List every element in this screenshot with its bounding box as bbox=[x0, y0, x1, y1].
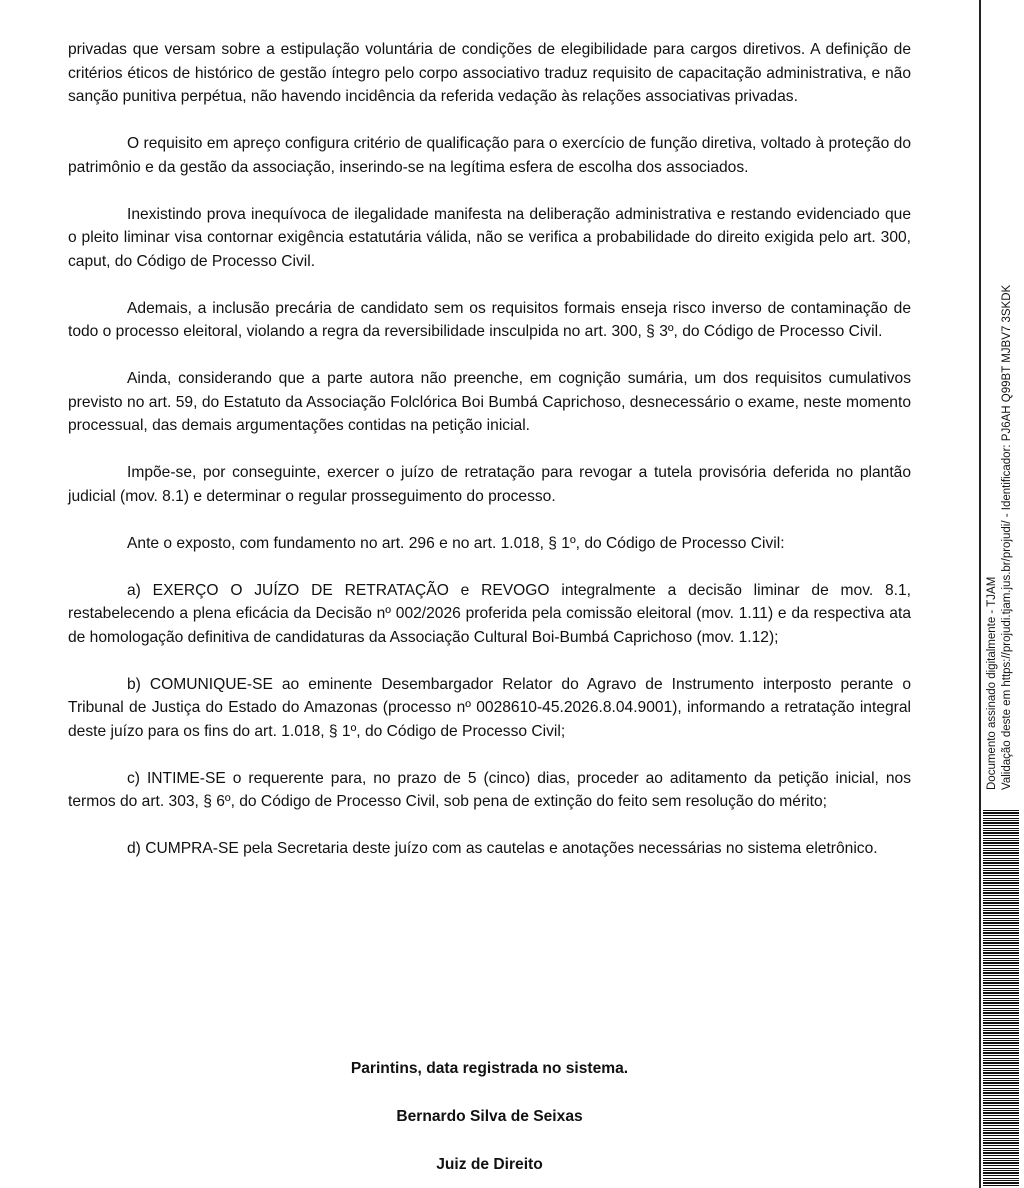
paragraph-4: Ademais, a inclusão precária de candidato sem os requisitos formais enseja risco inverso de contaminação de todo o processo eleitoral, violando a regra da reversibilidade insculpida no art. 300, § 3º, do Código de Processo Civil. bbox=[68, 299, 911, 340]
paragraph-7: Ante o exposto, com fundamento no art. 296 e no art. 1.018, § 1º, do Código de Processo Civil: bbox=[127, 534, 785, 552]
signature-title: Juiz de Direito bbox=[436, 1156, 543, 1173]
paragraph-5: Ainda, considerando que a parte autora não preenche, em cognição sumária, um dos requisitos cumulativos previsto no art. 59, do Estatuto da Associação Folclórica Boi Bumbá Caprichoso, desnecessário o exame, neste momento processual, das demais argumentações contidas na petição inicial. bbox=[68, 370, 911, 434]
digital-signature-note: Documento assinado digitalmente - TJAM bbox=[986, 576, 998, 790]
signature-place-date: Parintins, data registrada no sistema. bbox=[350, 1060, 629, 1077]
paragraph-item-a: a) EXERÇO O JUÍZO DE RETRATAÇÃO e REVOGO integralmente a decisão liminar de mov. 8.1, restabelecendo a plena eficácia da Decisão nº 002/2026 proferida pela comissão eleitoral (mov. 1.11) e da respectiva ata de homologação definitiva de candidaturas da Associação Cultural Boi-Bumbá Caprichoso (mov. 1.12); bbox=[68, 581, 911, 646]
paragraph-2: O requisito em apreço configura critério de qualificação para o exercício de função diretiva, voltado à proteção do patrimônio e da gestão da associação, inserindo-se na legítima esfera de escolha dos associados. bbox=[68, 135, 911, 176]
paragraph-item-b: b) COMUNIQUE-SE ao eminente Desembargador Relator do Agravo de Instrumento interposto perante o Tribunal de Justiça do Estado do Amazonas (processo nº 0028610-45.2026.8.04.9001), informando a retratação integral deste juízo para os fins do art. 1.018, § 1º, do Código de Processo Civil; bbox=[68, 675, 911, 740]
paragraph-item-c: c) INTIME-SE o requerente para, no prazo de 5 (cinco) dias, proceder ao aditamento da petição inicial, nos termos do art. 303, § 6º, do Código de Processo Civil, sob pena de extinção do feito sem resolução do mérito; bbox=[68, 769, 911, 810]
barcode-icon bbox=[983, 810, 1019, 1186]
paragraph-1: privadas que versam sobre a estipulação voluntária de condições de elegibilidade para cargos diretivos. A definição de critérios éticos de histórico de gestão íntegro pelo corpo associativo traduz requisito de capacitação administrativa, e não sanção punitiva perpétua, não havendo incidência da referida vedação às relações associativas privadas. bbox=[68, 41, 911, 105]
paragraph-item-d: d) CUMPRA-SE pela Secretaria deste juízo com as cautelas e anotações necessárias no sistema eletrônico. bbox=[127, 840, 878, 857]
document-body bbox=[68, 38, 911, 884]
paragraph-6: Impõe-se, por conseguinte, exercer o juízo de retratação para revogar a tutela provisória deferida no plantão judicial (mov. 8.1) e determinar o regular prosseguimento do processo. bbox=[68, 464, 911, 505]
validation-note: Validação deste em https://projudi.tjam.jus.br/projudi/ - Identificador: PJ6AH Q99BT MJBV7 3SKDK bbox=[1001, 284, 1013, 790]
paragraph-3: Inexistindo prova inequívoca de ilegalidade manifesta na deliberação administrativa e restando evidenciado que o pleito liminar visa contornar exigência estatutária válida, não se verifica a probabilidade do direito exigida pelo art. 300, caput, do Código de Processo Civil. bbox=[68, 205, 911, 270]
signature-name: Bernardo Silva de Seixas bbox=[396, 1108, 583, 1125]
